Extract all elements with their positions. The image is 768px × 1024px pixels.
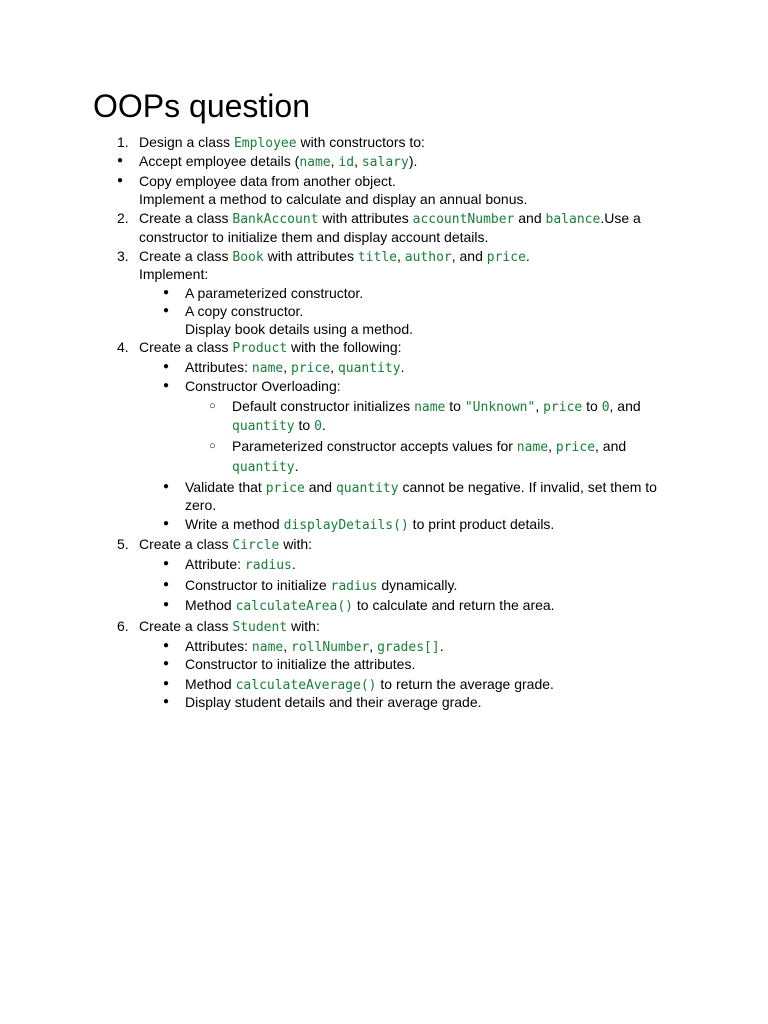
list-number: 3.	[117, 248, 129, 264]
text-run: to calculate and return the area.	[353, 597, 555, 613]
text-run: A copy constructor.	[185, 303, 304, 319]
bullet-marker: ●	[163, 361, 170, 372]
text-run: and	[514, 210, 546, 226]
text-run: and	[304, 479, 336, 495]
list-item	[139, 265, 208, 283]
text-run: Implement a method to calculate and display an annual bonus.	[139, 191, 528, 207]
code-identifier: name	[251, 640, 284, 655]
list-number: 4.	[117, 339, 129, 355]
list-item	[139, 228, 488, 246]
text-run: with attributes	[318, 210, 413, 226]
code-identifier: name	[299, 155, 331, 170]
text-run: ,	[283, 359, 292, 375]
text-run: Parameterized constructor accepts values for	[232, 438, 517, 454]
text-run: Constructor to initialize	[185, 577, 331, 593]
code-identifier: price	[486, 250, 526, 265]
text-run: , and	[595, 438, 627, 454]
list-item	[139, 209, 641, 229]
list-item	[185, 596, 555, 616]
text-run: with constructors to:	[296, 134, 425, 150]
text-run: Display book details using a method.	[185, 321, 414, 337]
bullet-marker: ●	[163, 380, 170, 391]
code-identifier: name	[414, 400, 446, 415]
text-run: Create a class	[139, 339, 233, 355]
list-item	[139, 617, 320, 637]
code-identifier: price	[555, 440, 596, 455]
text-run: ,	[396, 248, 405, 264]
text-run: Create a class	[139, 248, 233, 264]
bullet-marker: ●	[163, 558, 170, 569]
text-run: .	[439, 638, 444, 654]
text-run: to print product details.	[408, 516, 555, 532]
code-identifier: quantity	[232, 460, 295, 475]
text-run: Write a method	[185, 516, 284, 532]
list-item	[185, 515, 554, 535]
code-identifier: salary	[361, 155, 409, 170]
code-identifier: quantity	[337, 361, 401, 376]
code-identifier: rollNumber	[291, 640, 370, 655]
text-run: ,	[354, 153, 362, 169]
text-run: ,	[369, 638, 378, 654]
list-item	[232, 457, 299, 477]
text-run: constructor to initialize them and display account details.	[139, 229, 489, 245]
list-item	[185, 377, 341, 395]
code-identifier: Product	[232, 341, 288, 356]
text-run: Method	[185, 676, 236, 692]
code-identifier: BankAccount	[232, 212, 319, 227]
list-item	[185, 302, 303, 320]
bullet-marker: ●	[117, 155, 124, 166]
code-identifier: 0	[601, 400, 610, 415]
bullet-marker: ●	[163, 678, 170, 689]
code-identifier: quantity	[335, 481, 399, 496]
text-run: Implement:	[139, 266, 209, 282]
code-identifier: balance	[545, 212, 601, 227]
text-run: Attributes:	[185, 359, 252, 375]
list-item	[139, 190, 527, 208]
list-number: 6.	[117, 618, 129, 634]
bullet-marker: ●	[163, 287, 170, 298]
text-run: to return the average grade.	[376, 676, 554, 692]
list-item	[185, 576, 457, 596]
code-identifier: title	[357, 250, 397, 265]
text-run: Method	[185, 597, 236, 613]
text-run: Create a class	[139, 618, 233, 634]
text-run: Constructor Overloading:	[185, 378, 341, 394]
list-item	[139, 338, 402, 358]
text-run: with:	[279, 536, 313, 552]
text-run: Display student details and their average grade.	[185, 694, 482, 710]
text-run: Create a class	[139, 536, 233, 552]
bullet-marker: ●	[163, 640, 170, 651]
text-run: , and	[451, 248, 487, 264]
list-item	[185, 496, 216, 514]
code-identifier: id	[338, 155, 355, 170]
code-identifier: accountNumber	[412, 212, 515, 227]
text-run: with attributes	[263, 248, 358, 264]
text-run: Constructor to initialize the attributes.	[185, 656, 416, 672]
text-run: ,	[548, 438, 556, 454]
bullet-marker: ●	[163, 518, 170, 529]
list-item	[139, 133, 425, 153]
code-identifier: 0	[314, 419, 322, 434]
code-identifier: "Unknown"	[464, 400, 536, 415]
list-number: 1.	[117, 134, 129, 150]
list-item	[139, 247, 530, 267]
code-identifier: grades[]	[377, 640, 440, 655]
list-item	[139, 535, 312, 555]
code-identifier: calculateArea()	[235, 599, 353, 614]
text-run: A parameterized constructor.	[185, 285, 364, 301]
list-number: 2.	[117, 210, 129, 226]
code-identifier: quantity	[232, 419, 295, 434]
text-run: Accept employee details (	[139, 153, 300, 169]
text-run: with:	[287, 618, 320, 634]
code-identifier: name	[251, 361, 284, 376]
list-item	[185, 358, 404, 378]
text-run: Attributes:	[185, 638, 252, 654]
code-identifier: Circle	[232, 538, 280, 553]
text-run: with the following:	[287, 339, 402, 355]
list-item	[185, 478, 657, 498]
text-run: to	[445, 398, 465, 414]
text-run: , and	[609, 398, 641, 414]
text-run: ,	[330, 359, 338, 375]
text-run: Create a class	[139, 210, 233, 226]
text-run: ).	[408, 153, 418, 169]
list-item	[232, 397, 641, 417]
list-item	[185, 637, 444, 657]
text-run: ,	[535, 398, 544, 414]
code-identifier: Employee	[233, 136, 297, 151]
text-run: Design a class	[139, 134, 234, 150]
list-item	[185, 320, 413, 338]
page-title: OOPs question	[93, 88, 310, 124]
bullet-marker: ●	[163, 579, 170, 590]
list-item	[232, 416, 326, 436]
bullet-marker: ●	[163, 658, 170, 669]
list-item	[185, 555, 296, 575]
code-identifier: displayDetails()	[283, 518, 409, 533]
text-run: dynamically.	[377, 577, 458, 593]
code-identifier: Book	[232, 250, 264, 265]
code-identifier: Student	[232, 620, 288, 635]
text-run: .	[321, 417, 326, 433]
text-run: Copy employee data from another object.	[139, 173, 396, 189]
text-run: .	[400, 359, 405, 375]
bullet-marker: ●	[163, 599, 170, 610]
text-run: Attribute:	[185, 556, 245, 572]
text-run: ,	[330, 153, 339, 169]
code-identifier: name	[516, 440, 549, 455]
list-item	[139, 172, 396, 190]
list-item	[185, 284, 363, 302]
code-identifier: radius	[244, 558, 292, 573]
text-run: Validate that	[185, 479, 266, 495]
text-run: .	[291, 556, 296, 572]
code-identifier: price	[291, 361, 331, 376]
text-run: .	[525, 248, 530, 264]
text-run: cannot be negative. If invalid, set them to	[398, 479, 657, 495]
text-run: to	[294, 417, 315, 433]
code-identifier: price	[543, 400, 583, 415]
code-identifier: price	[265, 481, 305, 496]
text-run: to	[582, 398, 602, 414]
text-run: Default constructor initializes	[232, 398, 415, 414]
list-item	[185, 675, 554, 695]
text-run: .Use a	[600, 210, 641, 226]
bullet-marker: ○	[209, 400, 216, 412]
bullet-marker: ●	[163, 305, 170, 316]
bullet-marker: ●	[163, 696, 170, 707]
list-number: 5.	[117, 536, 129, 552]
code-identifier: radius	[330, 579, 378, 594]
list-item	[185, 693, 482, 711]
text-run: zero.	[185, 497, 217, 513]
list-item	[185, 655, 415, 673]
text-run: .	[294, 458, 299, 474]
list-item	[139, 152, 417, 172]
bullet-marker: ●	[117, 175, 124, 186]
bullet-marker: ●	[163, 481, 170, 492]
code-identifier: author	[404, 250, 452, 265]
text-run: ,	[283, 638, 292, 654]
list-item	[232, 437, 626, 457]
code-identifier: calculateAverage()	[235, 678, 377, 693]
bullet-marker: ○	[209, 440, 216, 452]
